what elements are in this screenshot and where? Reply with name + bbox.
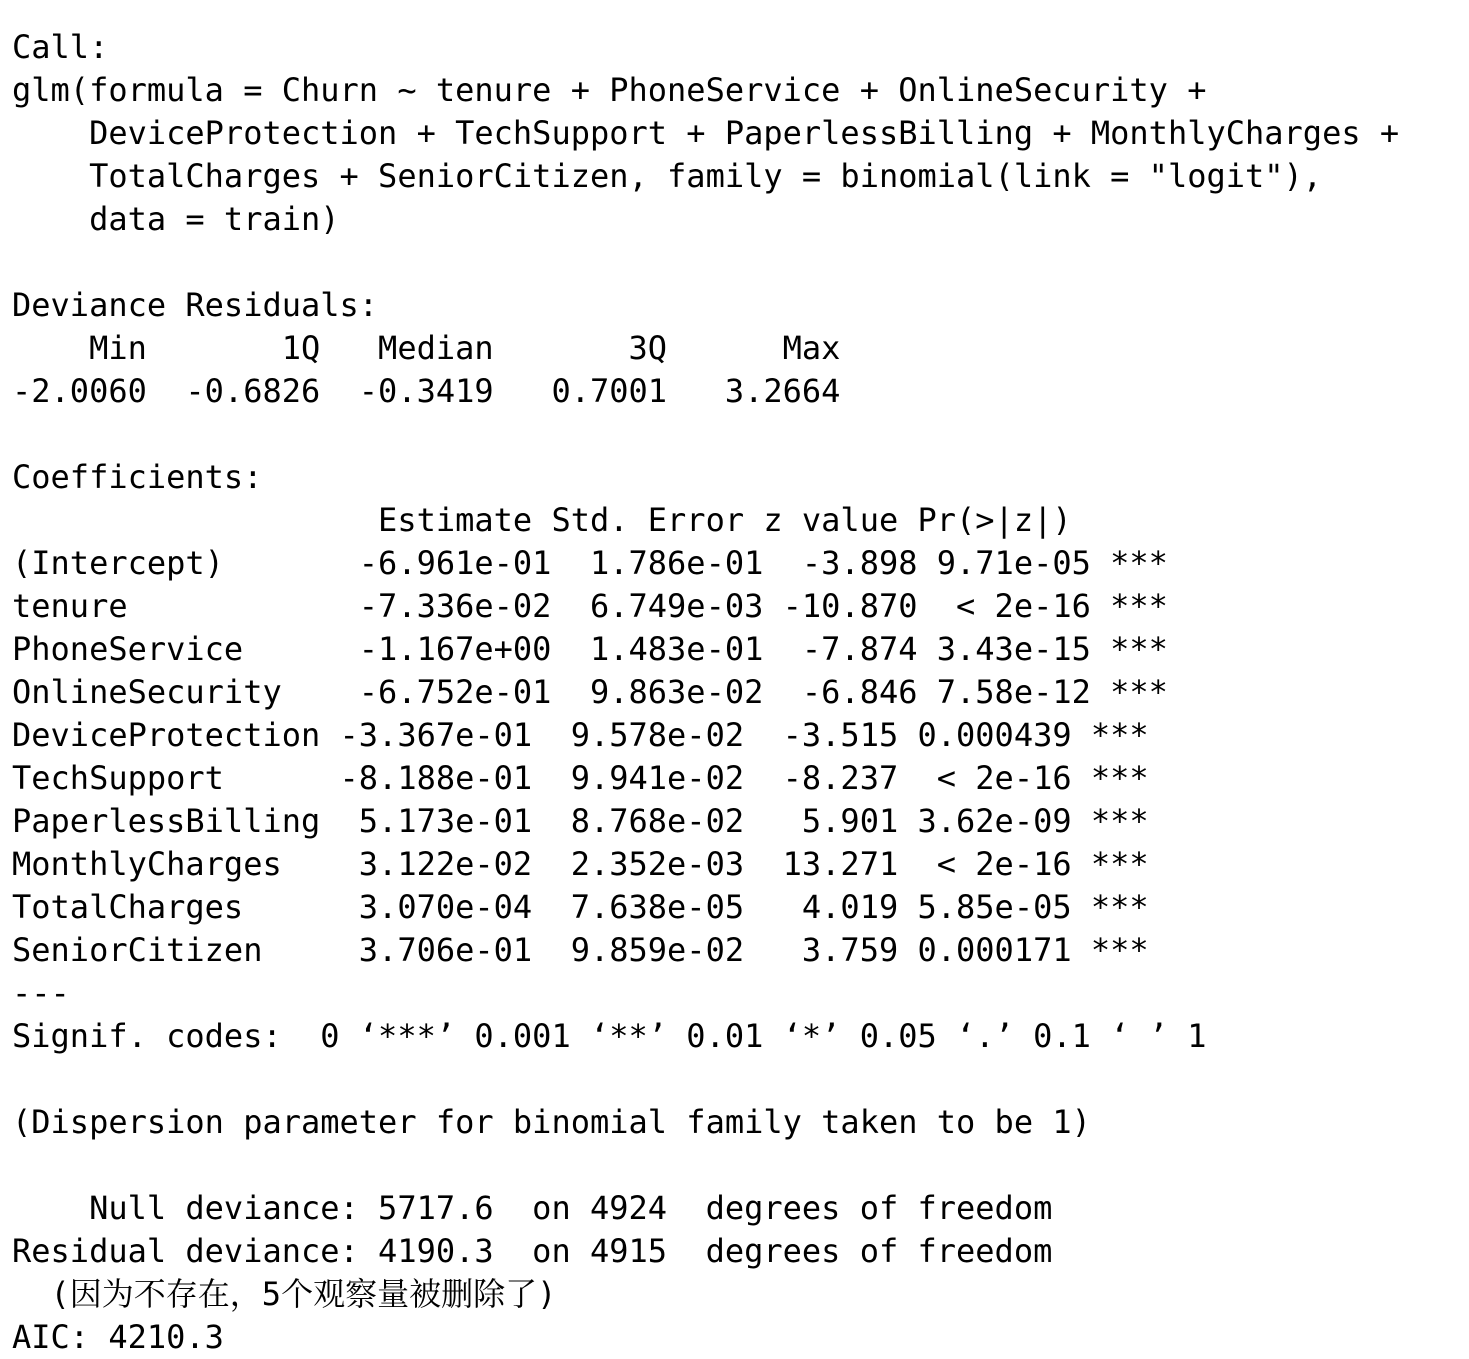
- coef-row-paperlessbilling: PaperlessBilling 5.173e-01 8.768e-02 5.901 3.62e-09 ***: [12, 802, 1149, 840]
- coef-row-totalcharges: TotalCharges 3.070e-04 7.638e-05 4.019 5.85e-05 ***: [12, 888, 1149, 926]
- coef-row-tenure: tenure -7.336e-02 6.749e-03 -10.870 < 2e-16 ***: [12, 587, 1168, 625]
- call-formula-line-2: DeviceProtection + TechSupport + PaperlessBilling + MonthlyCharges +: [12, 114, 1400, 152]
- call-formula-line-4: data = train): [12, 200, 340, 238]
- deleted-observations-note: (因为不存在，5个观察量被删除了): [12, 1275, 557, 1313]
- blank-line: [12, 1058, 1462, 1101]
- coef-row-techsupport: TechSupport -8.188e-01 9.941e-02 -8.237 < 2e-16 ***: [12, 759, 1149, 797]
- blank-line: [12, 1144, 1462, 1187]
- aic-value: AIC: 4210.3: [12, 1318, 224, 1356]
- signif-codes: Signif. codes: 0 ‘***’ 0.001 ‘**’ 0.01 ‘*’ 0.05 ‘.’ 0.1 ‘ ’ 1: [12, 1017, 1207, 1055]
- coef-row-deviceprotection: DeviceProtection -3.367e-01 9.578e-02 -3.515 0.000439 ***: [12, 716, 1149, 754]
- residuals-column-headers: Min 1Q Median 3Q Max: [12, 329, 841, 367]
- null-deviance: Null deviance: 5717.6 on 4924 degrees of freedom: [12, 1189, 1053, 1227]
- coef-row-onlinesecurity: OnlineSecurity -6.752e-01 9.863e-02 -6.846 7.58e-12 ***: [12, 673, 1168, 711]
- separator-line: ---: [12, 974, 70, 1012]
- deviance-residuals-header: Deviance Residuals:: [12, 286, 379, 324]
- coef-row-intercept: (Intercept) -6.961e-01 1.786e-01 -3.898 9.71e-05 ***: [12, 544, 1168, 582]
- blank-line: [12, 241, 1462, 284]
- call-formula-line-3: TotalCharges + SeniorCitizen, family = binomial(link = "logit"),: [12, 157, 1323, 195]
- r-console-output: [12, 26, 1462, 1359]
- call-header: Call:: [12, 28, 109, 66]
- dispersion-note: (Dispersion parameter for binomial family taken to be 1): [12, 1103, 1091, 1141]
- blank-line: [12, 413, 1462, 456]
- residuals-values: -2.0060 -0.6826 -0.3419 0.7001 3.2664: [12, 372, 841, 410]
- coef-row-seniorcitizen: SeniorCitizen 3.706e-01 9.859e-02 3.759 0.000171 ***: [12, 931, 1149, 969]
- residual-deviance: Residual deviance: 4190.3 on 4915 degrees of freedom: [12, 1232, 1053, 1270]
- coef-row-phoneservice: PhoneService -1.167e+00 1.483e-01 -7.874 3.43e-15 ***: [12, 630, 1168, 668]
- coefficients-column-headers: Estimate Std. Error z value Pr(>|z|): [12, 501, 1072, 539]
- call-formula-line-1: glm(formula = Churn ~ tenure + PhoneService + OnlineSecurity +: [12, 71, 1207, 109]
- coef-row-monthlycharges: MonthlyCharges 3.122e-02 2.352e-03 13.271 < 2e-16 ***: [12, 845, 1149, 883]
- coefficients-header: Coefficients:: [12, 458, 263, 496]
